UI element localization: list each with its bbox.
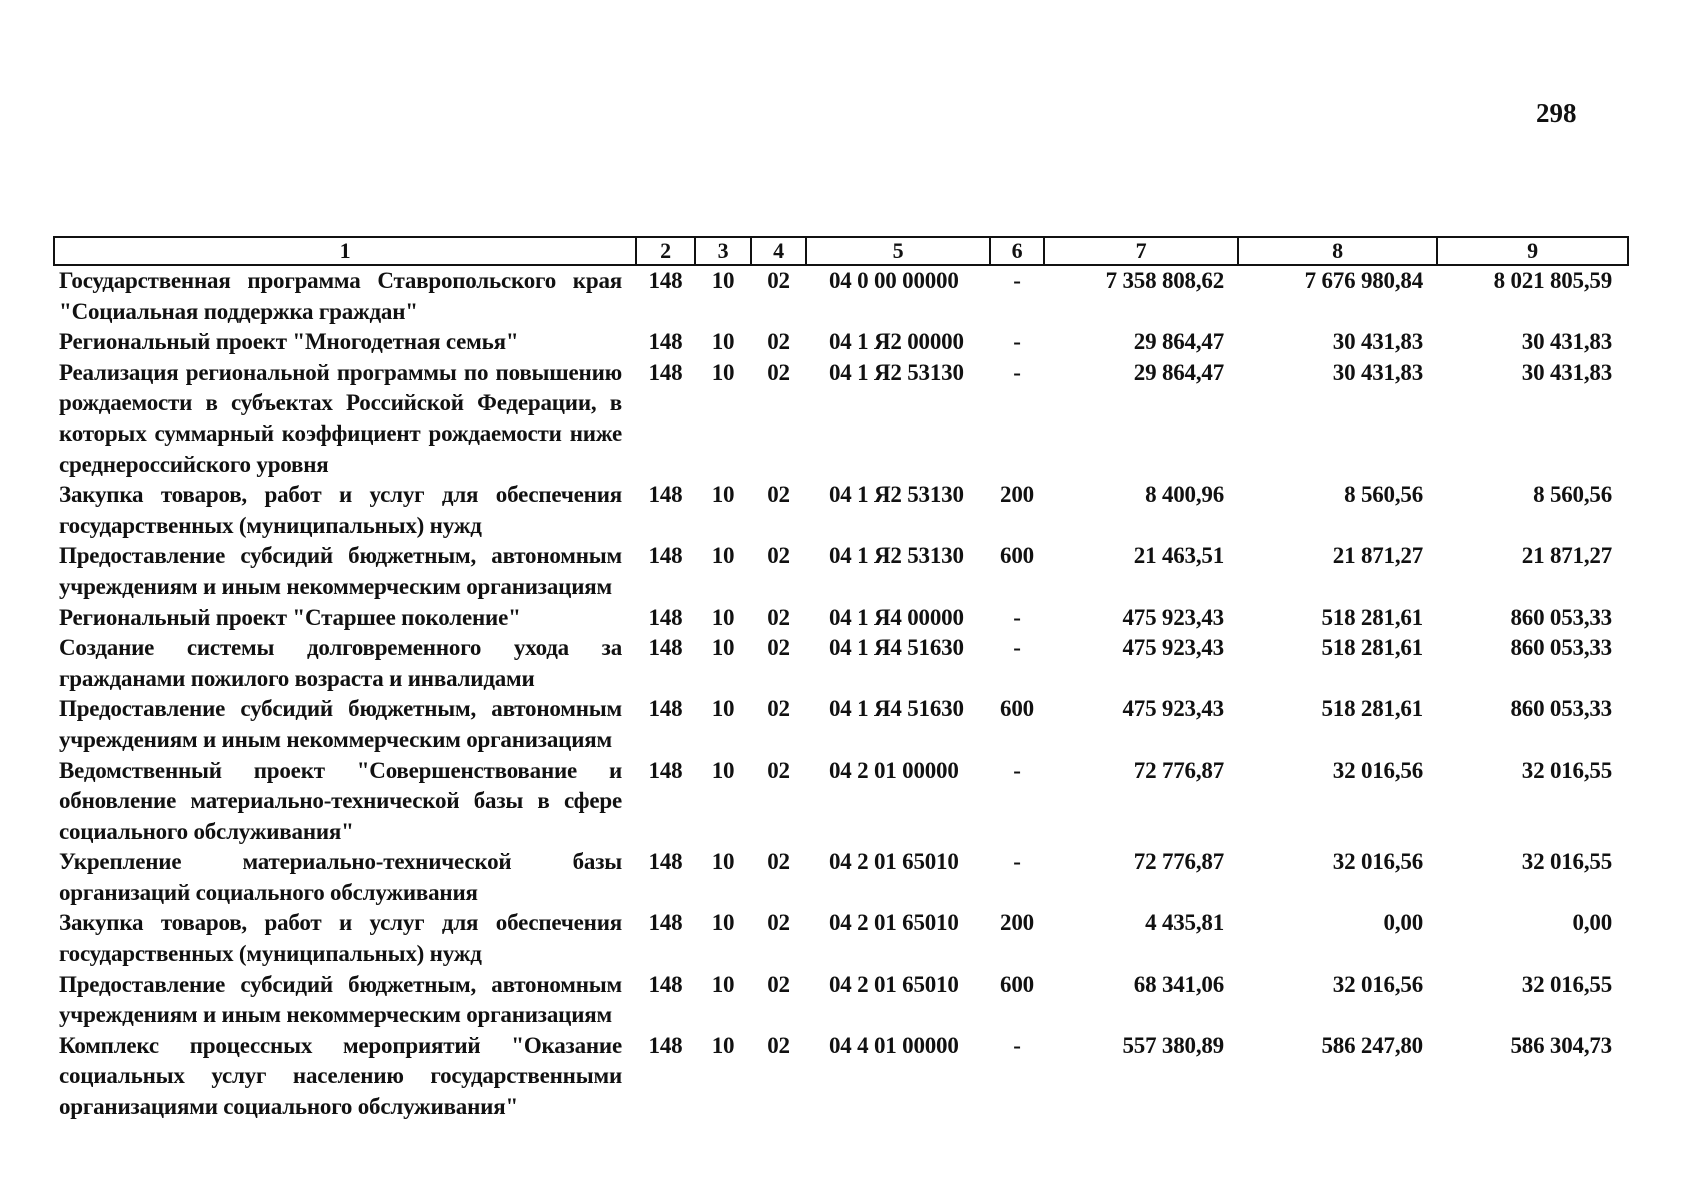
table-row bbox=[54, 327, 1628, 358]
cell-amount-9: 586 304,73 bbox=[1510, 1032, 1612, 1058]
cell-amount-8: 32 016,56 bbox=[1332, 849, 1423, 875]
cell-col3: 10 bbox=[711, 1032, 735, 1058]
cell-code: 04 1 Я2 53130 bbox=[829, 359, 964, 385]
cell-col3: 10 bbox=[711, 359, 735, 385]
cell-col3: 10 bbox=[711, 635, 735, 661]
cell-col4: 02 bbox=[767, 635, 790, 661]
cell-amount-7: 475 923,43 bbox=[1122, 604, 1224, 630]
cell-amount-7: 4 435,81 bbox=[1145, 910, 1224, 936]
cell-col6: - bbox=[1013, 757, 1021, 783]
cell-amount-9: 32 016,55 bbox=[1521, 971, 1612, 997]
cell-col4: 02 bbox=[767, 1032, 790, 1058]
cell-amount-7: 8 400,96 bbox=[1145, 482, 1224, 508]
cell-col6: 200 bbox=[1000, 482, 1034, 508]
cell-amount-8: 586 247,80 bbox=[1321, 1032, 1423, 1058]
row-name: Предоставление субсидий бюджетным, автономным учреждениям и иным некоммерческим организациям bbox=[59, 543, 622, 599]
row-name: Реализация региональной программы по повышению рождаемости в субъектах Российской Федерации, в которых суммарный коэффициент рождаемости ниже среднероссийского уровня bbox=[59, 359, 622, 477]
header-row bbox=[54, 237, 1628, 265]
cell-col4: 02 bbox=[767, 604, 790, 630]
cell-col6: 600 bbox=[1000, 696, 1034, 722]
cell-code: 04 2 01 00000 bbox=[829, 757, 959, 783]
column-header-4: 4 bbox=[751, 237, 806, 265]
cell-amount-8: 30 431,83 bbox=[1332, 359, 1423, 385]
cell-amount-9: 0,00 bbox=[1572, 910, 1612, 936]
cell-col3: 10 bbox=[711, 696, 735, 722]
cell-amount-8: 7 676 980,84 bbox=[1304, 268, 1423, 293]
cell-col2: 148 bbox=[648, 543, 683, 569]
cell-amount-9: 32 016,55 bbox=[1521, 849, 1612, 875]
page-number: 298 bbox=[1536, 98, 1577, 128]
cell-code: 04 0 00 00000 bbox=[829, 268, 959, 293]
cell-amount-8: 32 016,56 bbox=[1332, 757, 1423, 783]
cell-code: 04 1 Я2 53130 bbox=[829, 482, 964, 508]
table-row bbox=[54, 970, 1628, 1031]
cell-amount-8: 21 871,27 bbox=[1332, 543, 1423, 569]
cell-amount-7: 557 380,89 bbox=[1122, 1032, 1224, 1058]
table-row bbox=[54, 694, 1628, 755]
cell-amount-7: 72 776,87 bbox=[1133, 849, 1224, 875]
column-header-7: 7 bbox=[1044, 237, 1238, 265]
cell-col2: 148 bbox=[648, 482, 683, 508]
cell-col2: 148 bbox=[648, 757, 683, 783]
cell-amount-7: 29 864,47 bbox=[1133, 329, 1224, 355]
cell-col3: 10 bbox=[711, 543, 735, 569]
cell-col2: 148 bbox=[648, 359, 683, 385]
cell-col4: 02 bbox=[767, 696, 790, 722]
cell-amount-8: 8 560,56 bbox=[1344, 482, 1423, 508]
cell-amount-7: 72 776,87 bbox=[1133, 757, 1224, 783]
cell-amount-9: 8 021 805,59 bbox=[1493, 268, 1612, 293]
cell-col3: 10 bbox=[711, 849, 735, 875]
cell-amount-9: 32 016,55 bbox=[1521, 757, 1612, 783]
cell-amount-9: 8 560,56 bbox=[1533, 482, 1612, 508]
cell-col6: 200 bbox=[1000, 910, 1034, 936]
row-name: Ведомственный проект "Совершенствование и обновление материально-технической базы в сфере социального обслуживания" bbox=[59, 757, 622, 844]
row-name: Комплекс процессных мероприятий "Оказание социальных услуг населению государственными организациями социального обслуживания" bbox=[59, 1032, 622, 1120]
cell-col6: - bbox=[1013, 635, 1021, 661]
cell-col2: 148 bbox=[648, 604, 683, 630]
cell-col4: 02 bbox=[767, 971, 790, 997]
cell-col3: 10 bbox=[711, 268, 735, 293]
column-header-2: 2 bbox=[636, 237, 695, 265]
cell-col2: 148 bbox=[648, 849, 683, 875]
cell-col6: - bbox=[1013, 849, 1021, 875]
cell-amount-8: 32 016,56 bbox=[1332, 971, 1423, 997]
cell-code: 04 1 Я4 51630 bbox=[829, 696, 964, 722]
cell-code: 04 1 Я2 53130 bbox=[829, 543, 964, 569]
row-name: Укрепление материально-технической базы организаций социального обслуживания bbox=[59, 849, 622, 905]
cell-amount-8: 0,00 bbox=[1383, 910, 1423, 936]
cell-code: 04 1 Я4 51630 bbox=[829, 635, 964, 661]
table-row bbox=[54, 908, 1628, 969]
cell-amount-7: 7 358 808,62 bbox=[1105, 268, 1224, 293]
cell-amount-9: 860 053,33 bbox=[1510, 696, 1612, 722]
row-name: Предоставление субсидий бюджетным, автономным учреждениям и иным некоммерческим организациям bbox=[59, 696, 622, 752]
cell-amount-9: 30 431,83 bbox=[1521, 359, 1612, 385]
cell-amount-7: 21 463,51 bbox=[1133, 543, 1224, 569]
table-row bbox=[54, 603, 1628, 634]
cell-col2: 148 bbox=[648, 635, 683, 661]
cell-col3: 10 bbox=[711, 757, 735, 783]
cell-col6: - bbox=[1013, 1032, 1021, 1058]
column-header-8: 8 bbox=[1238, 237, 1437, 265]
column-header-5: 5 bbox=[806, 237, 990, 265]
cell-col2: 148 bbox=[648, 1032, 683, 1058]
cell-col2: 148 bbox=[648, 910, 683, 936]
table-row bbox=[54, 847, 1628, 908]
cell-amount-9: 860 053,33 bbox=[1510, 635, 1612, 661]
table-row bbox=[54, 265, 1628, 327]
cell-code: 04 1 Я4 00000 bbox=[829, 604, 964, 630]
cell-col2: 148 bbox=[648, 268, 683, 293]
table-row bbox=[54, 480, 1628, 541]
cell-amount-7: 29 864,47 bbox=[1133, 359, 1224, 385]
table-body bbox=[54, 265, 1628, 1123]
cell-col6: - bbox=[1013, 329, 1021, 355]
cell-col4: 02 bbox=[767, 329, 790, 355]
column-header-3: 3 bbox=[695, 237, 751, 265]
cell-col3: 10 bbox=[711, 329, 735, 355]
cell-col4: 02 bbox=[767, 359, 790, 385]
table-row bbox=[54, 541, 1628, 602]
cell-amount-9: 860 053,33 bbox=[1510, 604, 1612, 630]
cell-code: 04 2 01 65010 bbox=[829, 910, 959, 936]
cell-amount-8: 30 431,83 bbox=[1332, 329, 1423, 355]
cell-amount-8: 518 281,61 bbox=[1321, 696, 1423, 722]
cell-col4: 02 bbox=[767, 757, 790, 783]
cell-amount-7: 475 923,43 bbox=[1122, 696, 1224, 722]
cell-code: 04 2 01 65010 bbox=[829, 849, 959, 875]
cell-col3: 10 bbox=[711, 604, 735, 630]
column-header-6: 6 bbox=[990, 237, 1044, 265]
cell-amount-8: 518 281,61 bbox=[1321, 604, 1423, 630]
table-row bbox=[54, 633, 1628, 694]
row-name: Создание системы долговременного ухода за гражданами пожилого возраста и инвалидами bbox=[59, 635, 622, 691]
cell-col4: 02 bbox=[767, 543, 790, 569]
cell-col4: 02 bbox=[767, 268, 790, 293]
cell-col6: - bbox=[1013, 604, 1021, 630]
table-header bbox=[54, 237, 1628, 265]
cell-code: 04 4 01 00000 bbox=[829, 1032, 959, 1058]
cell-col3: 10 bbox=[711, 971, 735, 997]
column-header-1: 1 bbox=[54, 237, 636, 265]
cell-col6: - bbox=[1013, 359, 1021, 385]
cell-amount-8: 518 281,61 bbox=[1321, 635, 1423, 661]
row-name: Региональный проект "Многодетная семья" bbox=[59, 329, 519, 355]
table-row bbox=[54, 358, 1628, 480]
cell-col2: 148 bbox=[648, 971, 683, 997]
table-row bbox=[54, 1031, 1628, 1123]
row-name: Региональный проект "Старшее поколение" bbox=[59, 604, 521, 630]
row-name: Предоставление субсидий бюджетным, автономным учреждениям и иным некоммерческим организациям bbox=[59, 971, 622, 1028]
cell-amount-9: 21 871,27 bbox=[1521, 543, 1612, 569]
table-row bbox=[54, 756, 1628, 848]
cell-code: 04 2 01 65010 bbox=[829, 971, 959, 997]
cell-col4: 02 bbox=[767, 910, 790, 936]
cell-col3: 10 bbox=[711, 482, 735, 508]
cell-code: 04 1 Я2 00000 bbox=[829, 329, 964, 355]
column-header-9: 9 bbox=[1437, 237, 1628, 265]
row-name: Закупка товаров, работ и услуг для обеспечения государственных (муниципальных) нужд bbox=[59, 910, 622, 967]
cell-col3: 10 bbox=[711, 910, 735, 936]
cell-amount-7: 475 923,43 bbox=[1122, 635, 1224, 661]
row-name: Закупка товаров, работ и услуг для обеспечения государственных (муниципальных) нужд bbox=[59, 482, 622, 538]
row-name: Государственная программа Ставропольского края "Социальная поддержка граждан" bbox=[59, 268, 622, 324]
cell-col2: 148 bbox=[648, 696, 683, 722]
cell-col6: - bbox=[1013, 268, 1021, 293]
cell-col6: 600 bbox=[1000, 971, 1034, 997]
cell-amount-9: 30 431,83 bbox=[1521, 329, 1612, 355]
cell-col2: 148 bbox=[648, 329, 683, 355]
cell-col6: 600 bbox=[1000, 543, 1034, 569]
cell-col4: 02 bbox=[767, 482, 790, 508]
cell-amount-7: 68 341,06 bbox=[1133, 971, 1224, 997]
budget-table bbox=[53, 236, 1629, 1123]
cell-col4: 02 bbox=[767, 849, 790, 875]
